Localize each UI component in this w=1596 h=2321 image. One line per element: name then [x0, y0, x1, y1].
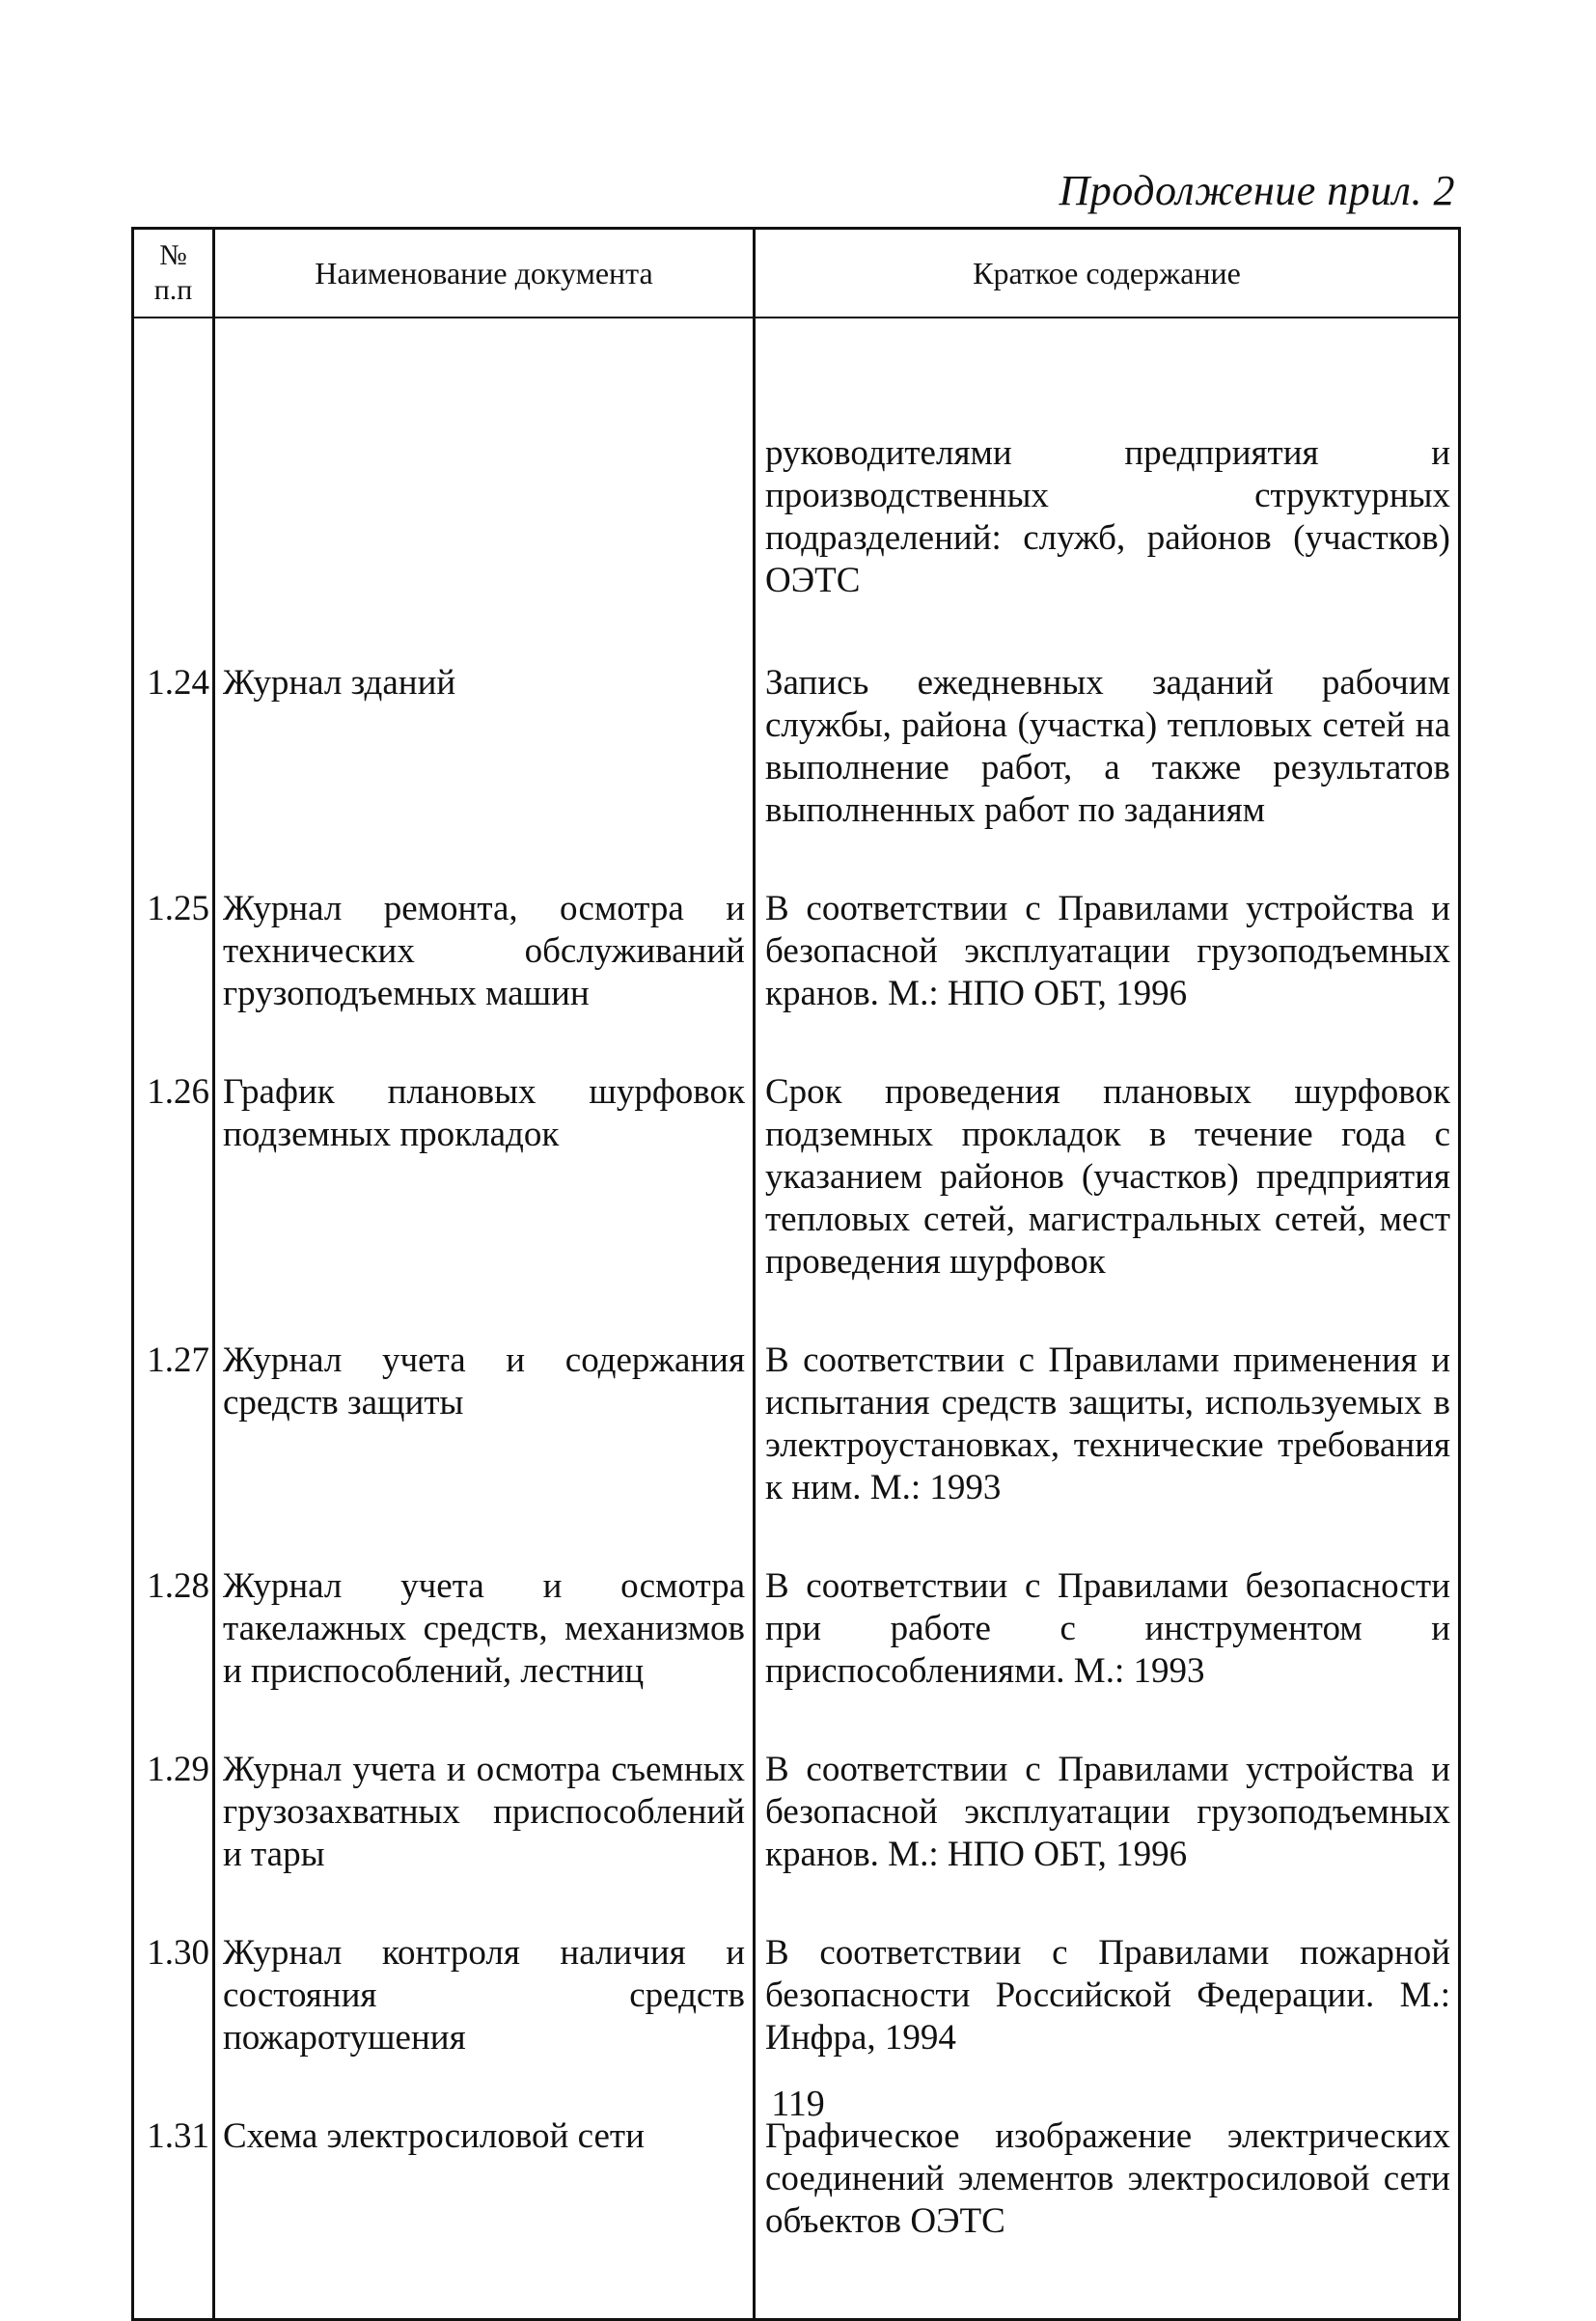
column-header-name: [214, 229, 755, 318]
row-number: 1.26: [133, 1060, 214, 1328]
documents-table: [131, 227, 1461, 2321]
row-number: 1.24: [133, 650, 214, 876]
continuation-label: Продолжение прил. 2: [1059, 167, 1455, 214]
row-number: 1.25: [133, 876, 214, 1060]
row-document-name: Журнал учета и осмотра такелажных средств, механизмов и приспособлений, лестниц: [214, 1554, 755, 1737]
row-number: 1.29: [133, 1737, 214, 1920]
row-number: 1.30: [133, 1920, 214, 2104]
row-document-name: Журнал учета и осмотра съемных грузозахватных приспособлений и тары: [214, 1737, 755, 1920]
row-summary: Графическое изображение электрических соединений элементов электросиловой сети объектов ОЭТС: [755, 2104, 1460, 2320]
header-row: [133, 229, 1460, 318]
row-document-name: [214, 318, 755, 650]
column-header-number-text: № п.п: [153, 239, 193, 306]
row-document-name: Журнал зданий: [214, 650, 755, 876]
table-row: [133, 1060, 1460, 1328]
table-row: [133, 1554, 1460, 1737]
page-number: 119: [771, 2084, 825, 2124]
row-document-name: Журнал контроля наличия и состояния средств пожаротушения: [214, 1920, 755, 2104]
row-number: 1.28: [133, 1554, 214, 1737]
column-header-name-text: Наименование документа: [315, 255, 653, 290]
table-row: [133, 1920, 1460, 2104]
row-number: [133, 318, 214, 650]
row-summary: Срок проведения плановых шурфовок подземных прокладок в течение года с указанием районов (участков) предприятия тепловых сетей, магистральных сетей, мест проведения шурфовок: [755, 1060, 1460, 1328]
table-row: [133, 2104, 1460, 2320]
column-header-number: [133, 229, 214, 318]
row-number: 1.31: [133, 2104, 214, 2320]
table-row: [133, 1328, 1460, 1554]
table-row: [133, 876, 1460, 1060]
row-document-name: График плановых шурфовок подземных прокладок: [214, 1060, 755, 1328]
row-summary: В соответствии с Правилами пожарной безопасности Российской Федерации. М.: Инфра, 1994: [755, 1920, 1460, 2104]
row-summary: руководителями предприятия и производственных структурных подразделений: служб, районов (участков) ОЭТС: [755, 318, 1460, 650]
column-header-summary: [755, 229, 1460, 318]
column-header-summary-text: Краткое содержание: [973, 255, 1241, 290]
row-summary: Запись ежедневных заданий рабочим службы, района (участка) тепловых сетей на выполнение работ, а также результатов выполненных работ по заданиям: [755, 650, 1460, 876]
row-document-name: Журнал ремонта, осмотра и технических обслуживаний грузоподъемных машин: [214, 876, 755, 1060]
table-row: [133, 650, 1460, 876]
table-row: [133, 1737, 1460, 1920]
row-document-name: Схема электросиловой сети: [214, 2104, 755, 2320]
row-document-name: Журнал учета и содержания средств защиты: [214, 1328, 755, 1554]
row-number: 1.27: [133, 1328, 214, 1554]
table-header: [133, 229, 1460, 318]
row-summary: В соответствии с Правилами устройства и безопасной эксплуатации грузоподъемных кранов. М.: НПО ОБТ, 1996: [755, 876, 1460, 1060]
row-summary: В соответствии с Правилами безопасности при работе с инструментом и приспособлениями. М.: 1993: [755, 1554, 1460, 1737]
table-body: [133, 318, 1460, 2320]
row-summary: В соответствии с Правилами применения и испытания средств защиты, используемых в электроустановках, технические требования к ним. М.: 1993: [755, 1328, 1460, 1554]
row-summary: В соответствии с Правилами устройства и безопасной эксплуатации грузоподъемных кранов. М.: НПО ОБТ, 1996: [755, 1737, 1460, 1920]
table-row: [133, 318, 1460, 650]
